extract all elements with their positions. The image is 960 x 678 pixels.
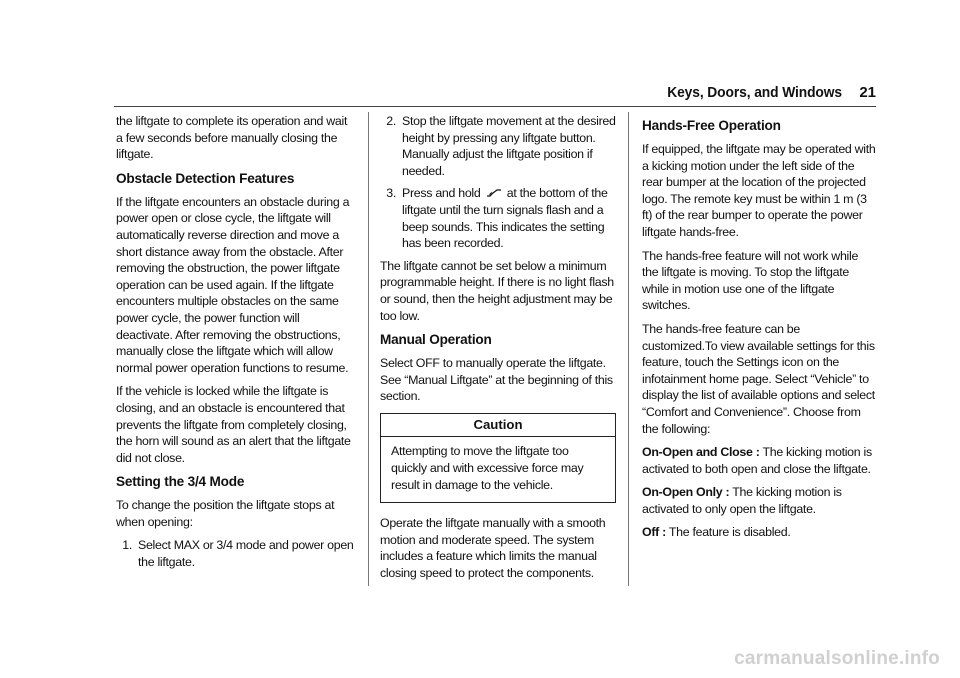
header-divider: [114, 106, 876, 107]
intro-paragraph: the liftgate to complete its operation and wait a few seconds before manually closing the liftgate.: [116, 114, 348, 162]
watermark: carmanualsonline.info: [734, 648, 940, 669]
column-divider: [628, 112, 629, 586]
option-label: On-Open and Close :: [642, 445, 760, 460]
list-number: 1.: [122, 538, 132, 553]
list-text: [402, 185, 616, 251]
hands-free-paragraph-3: The hands-free feature can be customized.To view available settings for this feature, touch the Settings icon on the infotainment home page. Select “Vehicle” to display the list of available options and select “Comfort and Convenience”. Choose from the following:: [642, 321, 875, 436]
option-open-only: [642, 484, 876, 517]
list-text: Select MAX or 3/4 mode and power open the liftgate.: [138, 538, 354, 570]
manual-paragraph: Select OFF to manually operate the liftgate. See “Manual Liftgate” at the beginning of this section.: [380, 356, 613, 404]
heading-obstacle-detection: Obstacle Detection Features: [116, 170, 295, 186]
option-off: [642, 524, 876, 541]
list-number: 2.: [386, 114, 396, 128]
section-title: Keys, Doors, and Windows: [667, 84, 842, 101]
heading-manual-operation: Manual Operation: [380, 332, 492, 348]
option-open-close: [642, 444, 876, 477]
step3-text-after: at the bottom of the liftgate until the turn signals flash and a beep sounds. This indicates the setting has been recorded.: [402, 186, 608, 251]
option-label: On-Open Only :: [642, 485, 730, 500]
option-text: The kicking motion is activated to both open and close the liftgate.: [642, 445, 872, 476]
list-item: [116, 537, 356, 570]
liftgate-key-icon: [486, 188, 502, 198]
setting-paragraph: To change the position the liftgate stops at when opening:: [116, 498, 335, 529]
column-right: [642, 113, 876, 548]
list-text: Stop the liftgate movement at the desired height by pressing any liftgate button. Manually adjust the liftgate position if needed.: [402, 114, 616, 178]
heading-setting-mode: Setting the 3/4 Mode: [116, 474, 245, 490]
caution-body: Attempting to move the liftgate too quickly and with excessive force may result in damage to the vehicle.: [391, 443, 584, 492]
obstacle-paragraph-1: If the liftgate encounters an obstacle during a power open or close cycle, the liftgate will automatically reverse direction and move a short distance away from the obstacle. After removing the obstruction, the power liftgate operation can be used again. If the liftgate encounters multiple obstacles on the same power cycle, the power function will deactivate. After removing the obstructions, manually close the liftgate which will allow normal power operation functions to resume.: [116, 194, 350, 375]
option-text: The feature is disabled.: [668, 525, 791, 540]
heading-hands-free: Hands-Free Operation: [642, 118, 781, 133]
option-label: Off :: [642, 525, 666, 540]
list-number: 3.: [386, 186, 396, 201]
hands-free-paragraph-2: The hands-free feature will not work while the liftgate is moving. To stop the liftgate while in motion use one of the liftgate switches.: [642, 248, 859, 313]
column-left: [116, 113, 356, 577]
operate-paragraph: Operate the liftgate manually with a smooth motion and moderate speed. The system includes a feature which limits the manual closing speed to protect the components.: [380, 515, 606, 580]
page-number: 21: [859, 84, 876, 101]
minimum-height-paragraph: The liftgate cannot be set below a minimum programmable height. If there is no light flash or sound, then the height adjustment may be too low.: [380, 258, 614, 323]
column-divider: [368, 112, 369, 586]
list-item: [380, 113, 616, 179]
obstacle-paragraph-2: If the vehicle is locked while the liftgate is closing, and an obstacle is encountered that prevents the liftgate from completely closing, the horn will sound as an alert that the liftgate did not close.: [116, 384, 351, 465]
column-middle: [380, 113, 616, 588]
option-text: The kicking motion is activated to only open the liftgate.: [642, 485, 842, 516]
step3-text-before: Press and hold: [402, 186, 481, 201]
caution-title: Caution: [381, 414, 615, 437]
hands-free-paragraph-1: If equipped, the liftgate may be operated with a kicking motion under the left side of the rear bumper at the location of the projected logo. The remote key must be within 1 m (3 ft) of the rear bumper to operate the power liftgate hands-free.: [642, 142, 876, 239]
caution-box: [380, 413, 616, 503]
list-item: [380, 185, 616, 251]
